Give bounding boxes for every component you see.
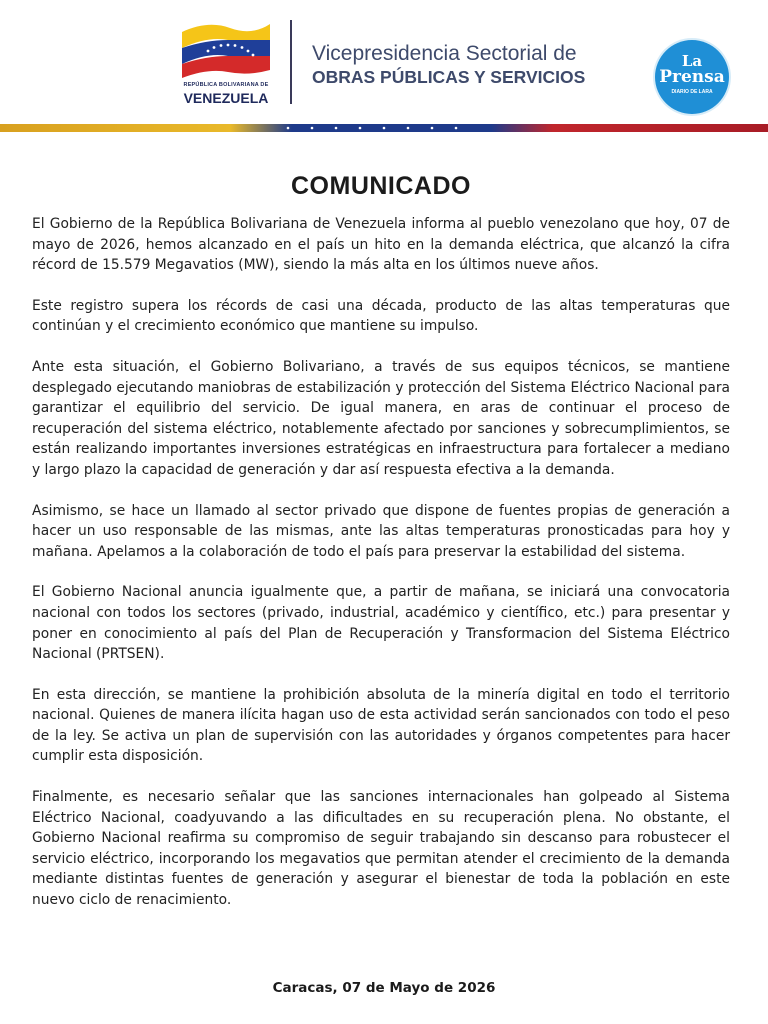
paragraph-1: El Gobierno de la República Bolivariana de Venezuela informa al pueblo venezolano que hoy, 07 de mayo de 2026, hemos alcanzado en el país un hito en la demanda eléctrica, que alcanzó la cifra récord de 15.579 Megavatios (MW), siendo la más alta en los últimos nueve años. [32, 216, 730, 274]
paragraph-3: Ante esta situación, el Gobierno Bolivariano, a través de sus equipos técnicos, se mantiene desplegado ejecutando maniobras de estabilización y protección del Sistema Eléctrico Nacional para garantizar el equilibrio del servicio. De igual manera, en aras de continuar el proceso de recuperación del sistema eléctrico, notablemente afectado por sanciones y sobrecumplimientos, se están realizando importantes inversiones estratégicas en infraestructura para fortalecer a mediano y largo plazo la capacidad de generación y dar así respuesta efectiva a la demanda. [32, 358, 730, 478]
band-stars-icon [268, 124, 468, 132]
badge-line-1: La [681, 52, 703, 70]
flag-caption: REPÚBLICA BOLIVARIANA DE [183, 82, 269, 88]
paragraph-6: En esta dirección, se mantiene la prohibición absoluta de la minería digital en todo el territorio nacional. Quienes de manera ilícita hagan uso de esta actividad serán sancionados con todo el peso de la ley. Se activa un plan de supervisión con las autoridades y órganos competentes para hacer cumplir esta disposición. [32, 686, 730, 765]
ministry-subtitle: OBRAS PÚBLICAS Y SERVICIOS [312, 67, 586, 87]
paragraph-4: Asimismo, se hace un llamado al sector privado que dispone de fuentes propias de generación a hacer un uso responsable de las mismas, ante las altas temperaturas pronosticadas para hoy y mañana. Apelamos a la colaboración de todo el país para preservar la estabilidad del sistema. [32, 502, 730, 560]
place-date-signature: Caracas, 07 de Mayo de 2026 [272, 980, 496, 996]
ministry-title: Vicepresidencia Sectorial de [312, 42, 577, 65]
communique-body [32, 150, 730, 931]
venezuela-emblem [176, 18, 276, 108]
paragraph-7: Finalmente, es necesario señalar que las sanciones internacionales han golpeado al Sistema Eléctrico Nacional, coadyuvando a las dificultades en su recuperación plena. No obstante, el Gobierno Nacional reafirma su compromiso de seguir trabajando sin descanso para robustecer el servicio eléctrico, incorporando los megavatios que permitan atender el crecimiento de la demanda mediante distintas fuentes de generación y asegurar el bienestar de toda la población en este nuevo ciclo de renacimiento. [32, 789, 730, 909]
flag-country-name: VENEZUELA [183, 90, 269, 106]
letterhead [0, 0, 768, 126]
badge-line-3: DIARIO DE LARA [671, 89, 713, 95]
badge-line-2: Prensa [659, 67, 725, 87]
la-prensa-logo [655, 40, 729, 114]
page-title: COMUNICADO [291, 172, 471, 200]
paragraph-2: Este registro supera los récords de casi una década, producto de las altas temperaturas que continúan y el crecimiento económico que mantiene su impulso. [32, 297, 730, 335]
header-divider [290, 20, 292, 104]
venezuela-flag-icon [178, 18, 274, 80]
paragraph-5: El Gobierno Nacional anuncia igualmente que, a partir de mañana, se iniciará una convocatoria nacional con todos los sectores (privado, industrial, académico y científico, etc.) para presentar y poner en conocimiento al país del Plan de Recuperación y Transformacion del Sistema Eléctrico Nacional (PRTSEN). [32, 584, 730, 663]
